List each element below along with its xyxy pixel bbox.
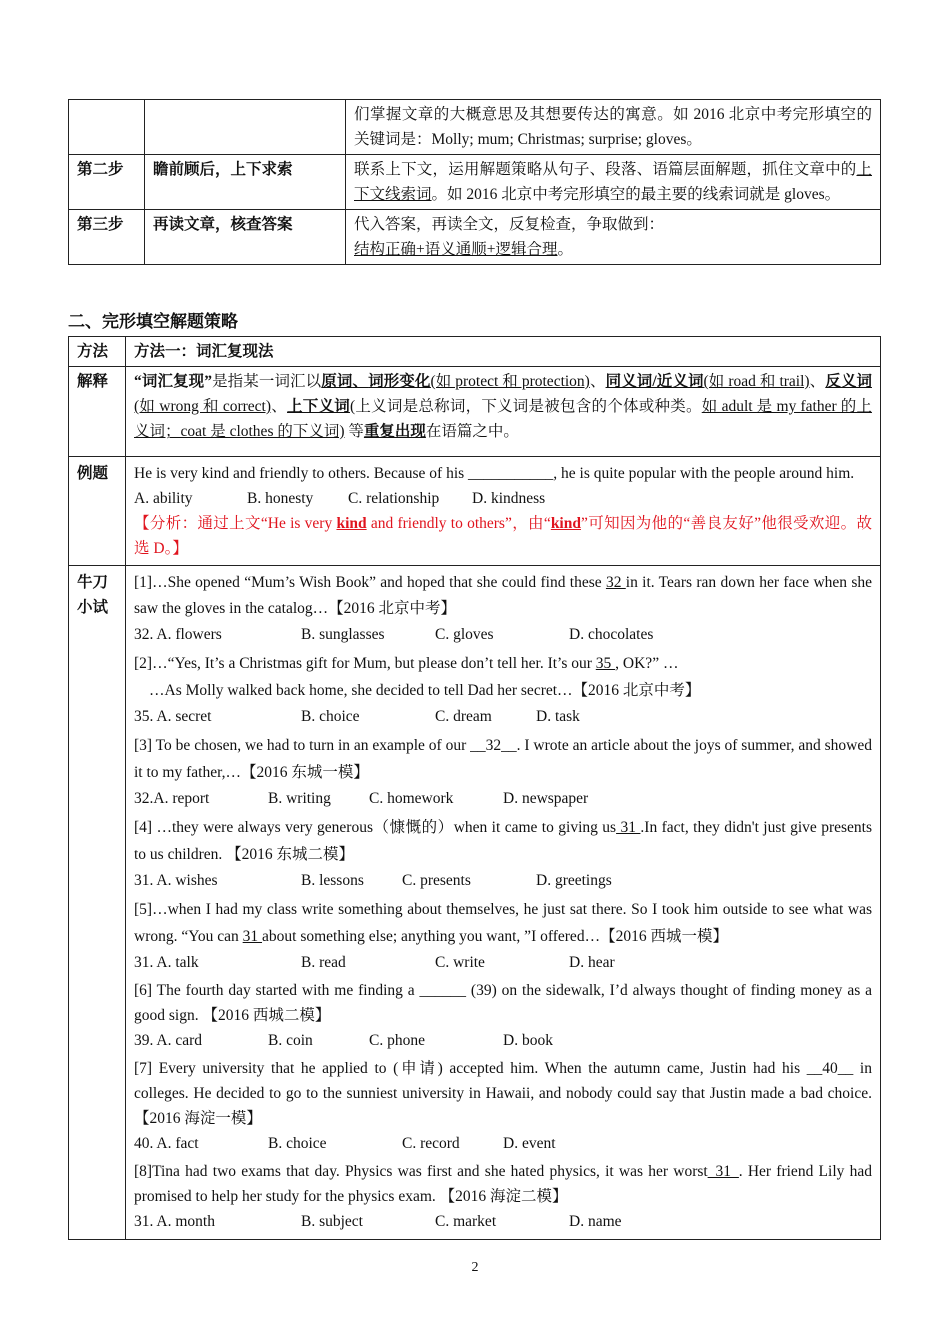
example-label: 例题 xyxy=(69,457,126,566)
answer-blank: 32 xyxy=(605,574,626,591)
practice-content xyxy=(126,566,881,1240)
option: C. phone xyxy=(369,1032,425,1049)
option: 31. A. month xyxy=(134,1213,215,1230)
practice-options xyxy=(134,950,872,975)
practice-options xyxy=(134,1028,872,1053)
option: C. dream xyxy=(435,708,492,725)
example-row xyxy=(69,457,881,566)
practice-question-continued: …As Molly walked back home, she decided to tell Dad her secret…【2016 北京中考】 xyxy=(149,682,701,699)
page-number: 2 xyxy=(471,1260,479,1275)
steps-table xyxy=(68,99,881,265)
step-content: 代入答案，再读全文，反复检查，争取做到： 结构正确+语义通顺+逻辑合理。 xyxy=(346,210,881,265)
explain-row xyxy=(69,367,881,457)
method-title: 方法一：词汇复现法 xyxy=(126,337,881,367)
practice-label: 牛刀 小试 xyxy=(69,566,126,1240)
explain-content: “词汇复现”是指某一词汇以原词、词形变化(如 protect 和 protection)、同义词/近义词(如 road 和 trail)、反义词(如 wrong 和 correct)、上下义词(上义词是总称词，下义词是被包含的个体或种类。如 adult 是 my father 的上义词；coat 是 clothes 的下义词) 等重复出现在语篇之中。 xyxy=(126,367,881,457)
option: C. record xyxy=(402,1135,460,1152)
option: C. market xyxy=(435,1213,497,1230)
option: 32.A. report xyxy=(134,790,210,807)
option: D. chocolates xyxy=(569,626,654,643)
step-content: 们掌握文章的大概意思及其想要传达的寓意。如 2016 北京中考完形填空的关键词是：Molly; mum; Christmas; surprise; gloves。 xyxy=(346,100,881,155)
answer-blank: 31 xyxy=(616,819,641,836)
practice-question: [2]…“Yes, It’s a Christmas gift for Mum, but please don’t tell her. It’s our 35 , OK?” … xyxy=(134,655,679,672)
option: B. writing xyxy=(268,790,331,807)
option: B. lessons xyxy=(301,872,364,889)
option: 32. A. flowers xyxy=(134,626,222,643)
steps-row-2 xyxy=(69,155,881,210)
practice-row xyxy=(69,566,881,1240)
option: D. name xyxy=(569,1213,622,1230)
step-title: 瞻前顾后，上下求索 xyxy=(145,155,346,210)
answer-blank: 31 xyxy=(242,928,263,945)
option: D. newspaper xyxy=(503,790,589,807)
practice-options xyxy=(134,1209,872,1234)
method-label: 方法 xyxy=(69,337,126,367)
option: 35. A. secret xyxy=(134,708,212,725)
option: A. ability xyxy=(134,490,193,507)
option: B. subject xyxy=(301,1213,363,1230)
practice-options xyxy=(134,704,872,729)
practice-options xyxy=(134,622,872,647)
option: D. event xyxy=(503,1135,556,1152)
option: D. greetings xyxy=(536,872,612,889)
option: C. presents xyxy=(402,872,471,889)
option: 40. A. fact xyxy=(134,1135,199,1152)
practice-question: [8]Tina had two exams that day. Physics was first and she hated physics, it was her worst_31_. Her friend Lily had promised to help her study for the physics exam. 【2016 海淀二模】 xyxy=(134,1163,872,1205)
option: D. kindness xyxy=(472,490,546,507)
practice-question: [3] To be chosen, we had to turn in an example of our __32__. I wrote an article about the joys of summer, and showed it to my father,…【2016 东城一模】 xyxy=(134,737,872,781)
option: B. sunglasses xyxy=(301,626,385,643)
practice-question: [6] The fourth day started with me finding a ______ (39) on the sidewalk, I’d always thought of finding money as a good sign. 【2016 西城二模】 xyxy=(134,982,872,1024)
practice-question: [7] Every university that he applied to (申请) accepted him. When the autumn came, Justin had his __40__ in colleges. He decided to go to the sunniest university in Hawaii, and nobody could say that Justin made a bad choice. 【2016 海淀一模】 xyxy=(134,1060,872,1127)
answer-blank: _31_ xyxy=(707,1163,739,1180)
option: 39. A. card xyxy=(134,1032,203,1049)
step-cell xyxy=(69,100,145,155)
option: C. gloves xyxy=(435,626,494,643)
answer-blank: 35 xyxy=(595,655,616,672)
step-content: 联系上下文，运用解题策略从句子、段落、语篇层面解题，抓住文章中的上下文线索词。如 2016 北京中考完形填空的最主要的线索词就是 gloves。 xyxy=(346,155,881,210)
step-title: 再读文章，核查答案 xyxy=(145,210,346,265)
example-analysis: 【分析：通过上文“He is very kind and friendly to others”，由“kind”可知因为他的“善良友好”他很受欢迎。故选 D。】 xyxy=(134,515,873,557)
option: D. book xyxy=(503,1032,553,1049)
example-options xyxy=(134,486,872,511)
example-content xyxy=(126,457,881,566)
steps-row-3 xyxy=(69,210,881,265)
practice-options xyxy=(134,786,872,811)
practice-question: [1]…She opened “Mum’s Wish Book” and hoped that she could find these 32 in it. Tears ran down her face when she saw the gloves in the catalog…【2016 北京中考】 xyxy=(134,574,872,617)
option: B. coin xyxy=(268,1032,313,1049)
option: C. homework xyxy=(369,790,454,807)
strategy-header-row xyxy=(69,337,881,367)
practice-question: [4] …they were always very generous（慷慨的）when it came to giving us 31 .In fact, they didn't just give presents to us children. 【2016 东城二模】 xyxy=(134,819,872,863)
option: C. relationship xyxy=(348,490,440,507)
step-label: 第三步 xyxy=(69,210,145,265)
practice-options xyxy=(134,1131,872,1156)
steps-row-continued xyxy=(69,100,881,155)
example-question: He is very kind and friendly to others. Because of his ___________, he is quite popular with the people around him. xyxy=(134,465,855,482)
step-title-cell xyxy=(145,100,346,155)
strategy-table xyxy=(68,336,881,1240)
option: B. honesty xyxy=(247,490,314,507)
option: C. write xyxy=(435,954,485,971)
practice-options xyxy=(134,868,872,893)
option: D. hear xyxy=(569,954,615,971)
practice-question: [5]…when I had my class write something about themselves, he just sat there. So I took him outside to see what was wrong. “You can 31 about something else; anything you want, ”I offered…【2016 西城一模】 xyxy=(134,901,872,945)
option: D. task xyxy=(536,708,580,725)
option: 31. A. wishes xyxy=(134,872,218,889)
option: B. choice xyxy=(301,708,360,725)
explain-label: 解释 xyxy=(69,367,126,457)
section-heading: 二、完形填空解题策略 xyxy=(68,312,238,331)
option: 31. A. talk xyxy=(134,954,199,971)
step-label: 第二步 xyxy=(69,155,145,210)
option: B. choice xyxy=(268,1135,327,1152)
option: B. read xyxy=(301,954,346,971)
